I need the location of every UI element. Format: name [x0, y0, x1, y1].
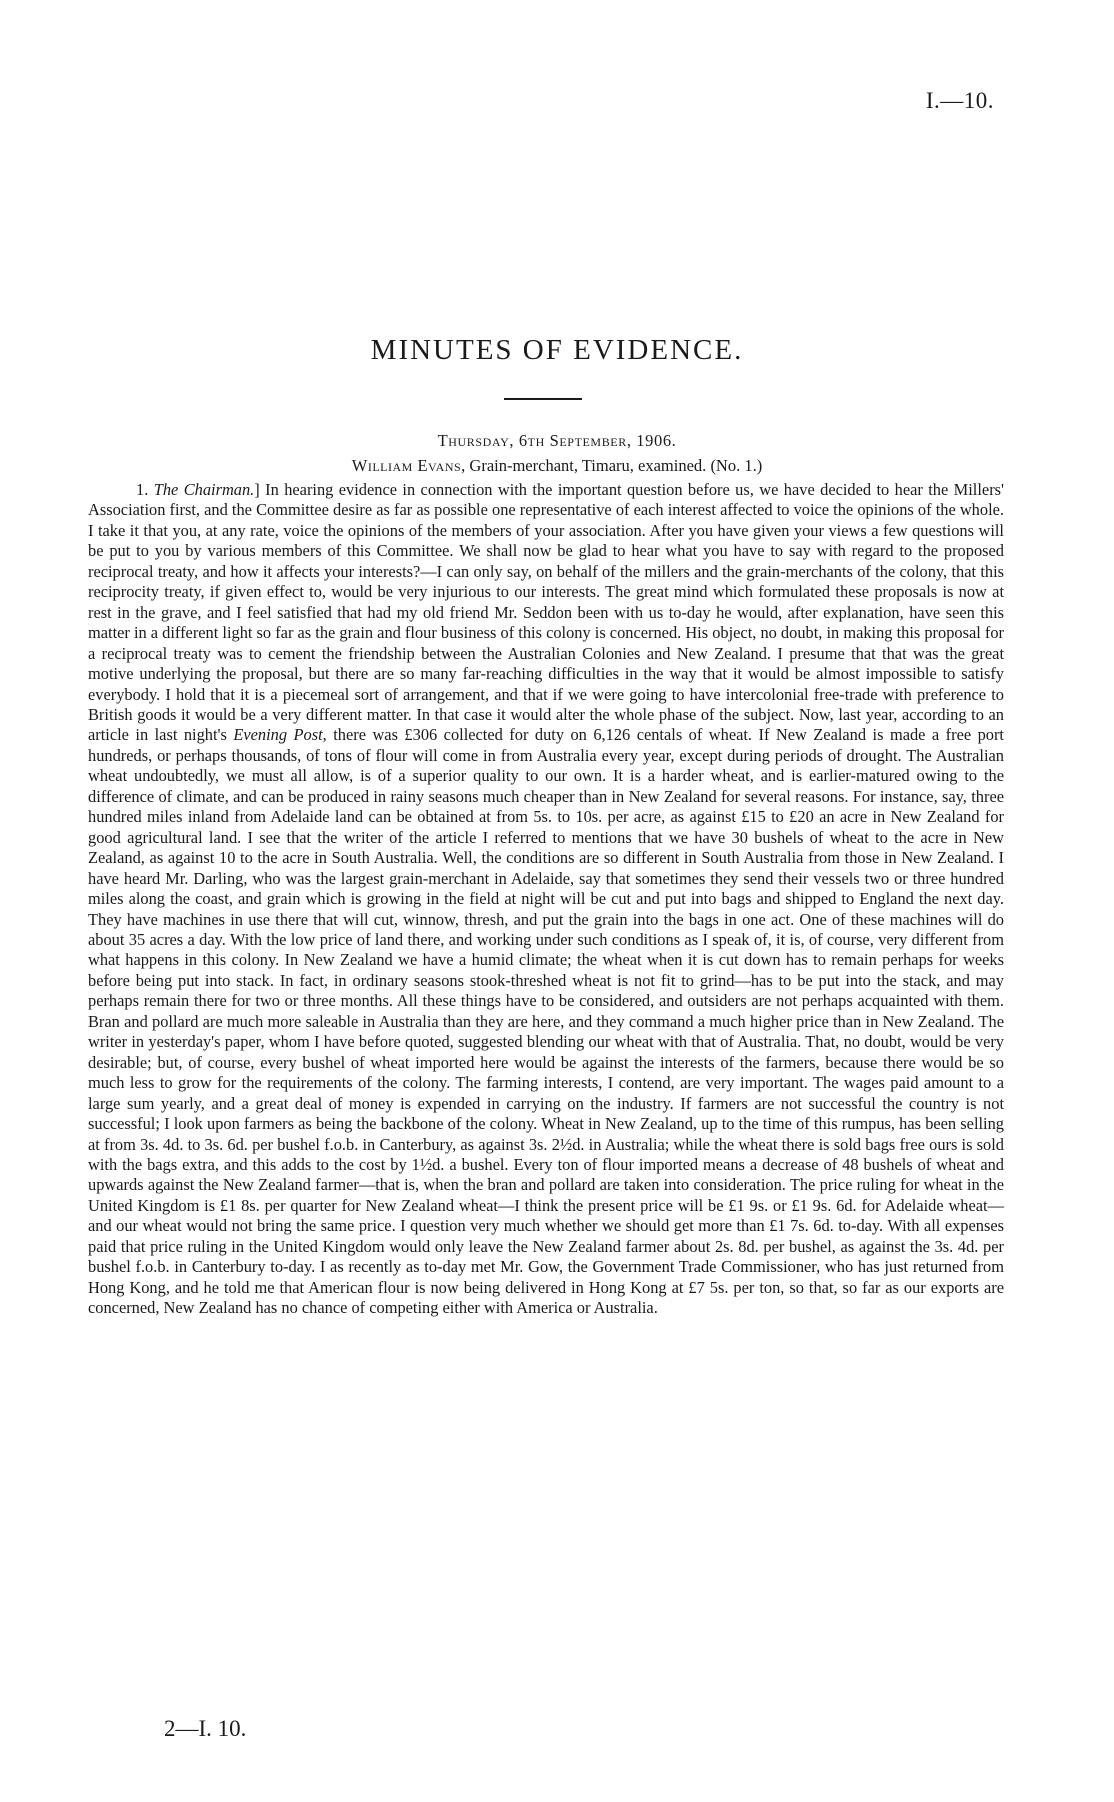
title-divider [504, 398, 582, 400]
publication-name: Evening Post [233, 725, 323, 745]
witness-details: , Grain-merchant, Timaru, examined. [461, 456, 707, 475]
evidence-text: ] In hearing evidence in connection with the important question before us, we have decided to hear the Millers' Association first, and the Committee desire as far as possible one representative of each interest affected to voice the opinions of the whole. I take it that you, at any rate, voice the opinions of the members of your association. After you have given your views a few questions will be put to you by various members of this Committee. We shall now be glad to hear what you have to say with regard to the proposed reciprocal treaty, and how it affects your interests?—I can only say, on behalf of the millers and the grain-merchants of the colony, that this reciprocity treaty, if given effect to, would be very injurious to our interests. The great mind which formulated these proposals is now at rest in the grave, and I feel satisfied that had my old friend Mr. Seddon been with us to-day he would, after explanation, have seen this matter in a different light so far as the grain and flour business of this colony is concerned. His object, no doubt, in making this proposal for a reciprocal treaty was to cement the friendship between the Australian Colonies and New Zealand. I presume that that was the great motive underlying the proposal, but there are so many far-reaching difficulties in the way that it would be almost impossible to satisfy everybody. I hold that it is a piecemeal sort of arrangement, and that if we were going to have intercolonial free-trade with preference to British goods it would be a very different matter. In that case it would alter the whole phase of the subject. Now, last year, according to an article in last night's [88, 480, 1005, 745]
document-reference: I.—10. [925, 88, 994, 113]
evidence-paragraph [88, 480, 1004, 1319]
evidence-text-continued: , there was £306 collected for duty on 6,126 centals of wheat. If New Zealand is made a free port hundreds, or perhaps thousands, of tons of flour will come in from Australia every year, except during periods of drought. The Australian wheat undoubtedly, we must all allow, is of a superior quality to our own. It is a harder wheat, and is earlier-matured owing to the difference of climate, and can be produced in rainy seasons much cheaper than in New Zealand for several reasons. For instance, say, three hundred miles inland from Adelaide land can be obtained at from 5s. to 10s. per acre, as against £15 to £20 an acre in New Zealand for good agricultural land. I see that the writer of the article I referred to mentions that we have 30 bushels of wheat to the acre in New Zealand, as against 10 to the acre in South Australia. Well, the conditions are so different in South Australia from those in New Zealand. I have heard Mr. Darling, who was the largest grain-merchant in Adelaide, say that sometimes they send their vessels two or three hundred miles along the coast, and grain which is growing in the field at night will be cut and put into bags and shipped to England the next day. They have machines in use there that will cut, winnow, thresh, and put the grain into the bags in one act. One of these machines will do about 35 acres a day. With the low price of land there, and working under such conditions as I speak of, it is, of course, very different from what happens in this colony. In New Zealand we have a humid climate; the wheat when it is cut down has to remain perhaps for weeks before being put into stack. In fact, in ordinary seasons stook-threshed wheat is not fit to grind—has to be put into the stack, and may perhaps remain there for two or three months. All these things have to be considered, and outsiders are not perhaps acquainted with them. Bran and pollard are much more saleable in Australia than they are here, and they command a much higher price than in New Zealand. The writer in yesterday's paper, whom I have before quoted, suggested blending our wheat with that of Australia. That, no doubt, would be very desirable; but, of course, every bushel of wheat imported here would be against the interests of the farmers, because there would be so much less to grow for the requirements of the colony. The farming interests, I contend, are very important. The wages paid amount to a large sum yearly, and a great deal of money is expended in carrying on the industry. If farmers are not successful the country is not successful; I look upon farmers as being the backbone of the colony. Wheat in New Zealand, up to the time of this rumpus, has been selling at from 3s. 4d. to 3s. 6d. per bushel f.o.b. in Canterbury, as against 3s. 2½d. in Australia; while the wheat there is sold bags free ours is sold with the bags extra, and this adds to the cost by 1½d. a bushel. Every ton of flour imported means a decrease of 48 bushels of wheat and upwards against the New Zealand farmer—that is, when the bran and pollard are taken into consideration. The price ruling for wheat in the United Kingdom is £1 8s. per quarter for New Zealand wheat—I think the present price will be £1 9s. or £1 9s. 6d. for Adelaide wheat—and our wheat would not bring the same price. I question very much whether we should get more than £1 7s. 6d. to-day. With all expenses paid that price ruling in the United Kingdom would only leave the New Zealand farmer about 2s. 8d. per bushel, as against the 3s. 4d. per bushel f.o.b. in Canterbury to-day. I as recently as to-day met Mr. Gow, the Government Trade Commissioner, who has just returned from Hong Kong, and he told me that American flour is now being delivered in Hong Kong at £7 5s. per ton, so that, so far as our exports are concerned, New Zealand has no chance of competing either with America or Australia. [88, 725, 1004, 1318]
speaker-name: The Chairman. [153, 480, 255, 499]
question-number: 1. [136, 480, 149, 499]
witness-number: (No. 1.) [710, 456, 763, 475]
witness-name: William Evans [351, 456, 462, 475]
page-reference: 2—I. 10. [164, 1716, 247, 1741]
page-title: MINUTES OF EVIDENCE. [370, 334, 744, 366]
witness-line [0, 456, 1114, 476]
session-date: Thursday, 6th September, 1906. [437, 431, 677, 450]
